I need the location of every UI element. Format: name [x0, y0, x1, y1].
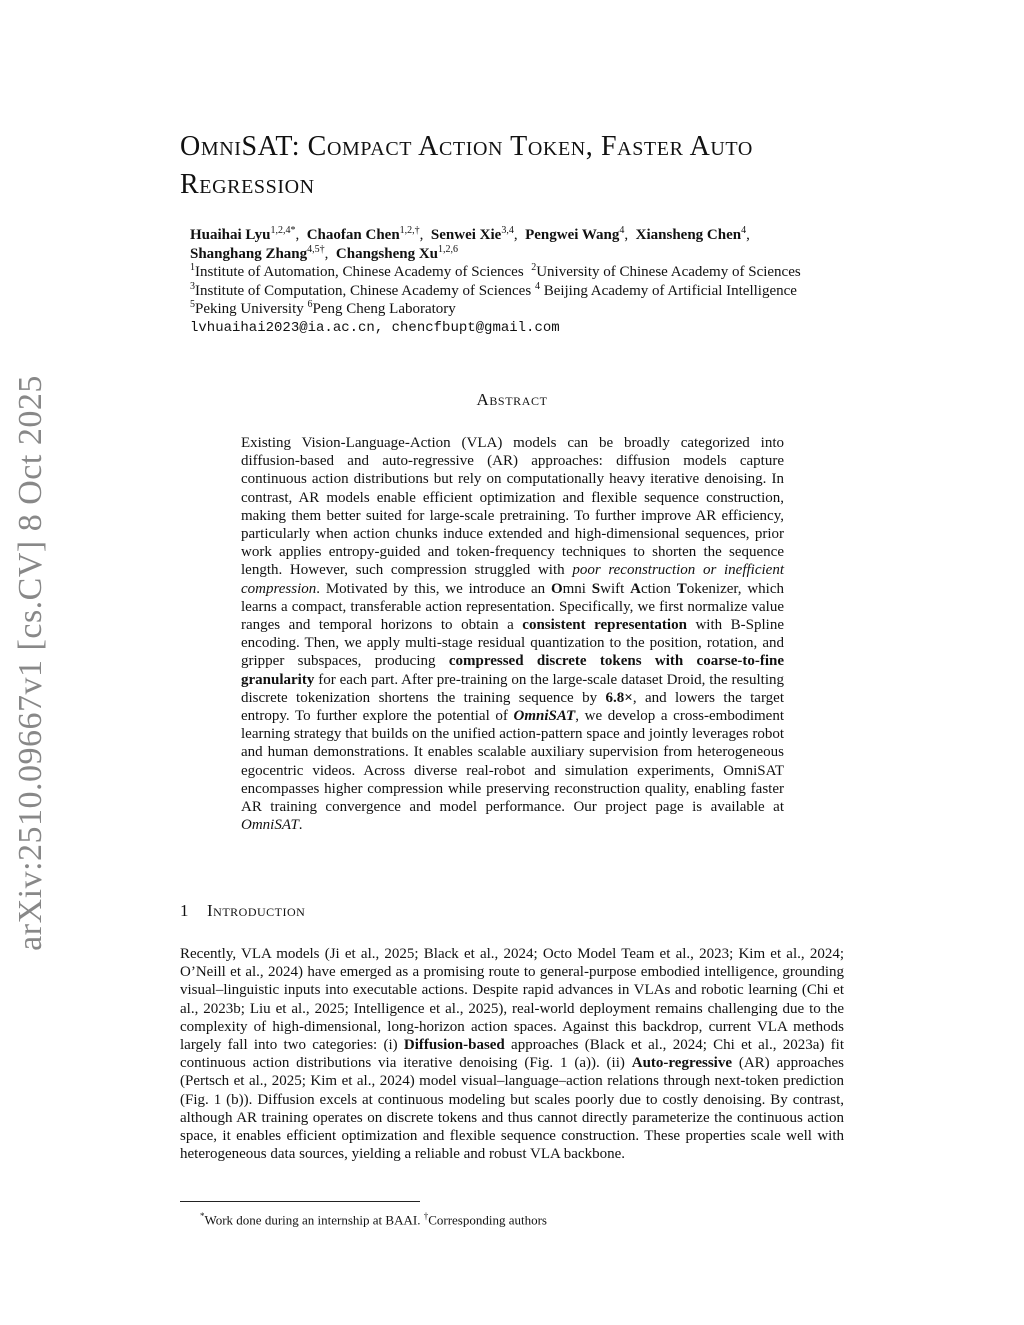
- footnote-symbol: †: [423, 1211, 429, 1221]
- section-title: Introduction: [207, 901, 306, 920]
- author-name: Huaihai Lyu: [190, 227, 271, 243]
- author-name: Xiansheng Chen: [635, 227, 742, 243]
- author-sup: 4: [619, 225, 625, 236]
- abstract-text: , we develop a cross-embodiment learning strategy that builds on the unified action-pattern space and jointly leverages robot and human demonstrations. It enables scalable auxiliary supervision from heterogeneous egocentric videos. Across diverse real-robot and simulation experiments, OmniSAT encompasses higher compression while preserving reconstruction quality, enabling faster AR training convergence and model performance. Our project page is available at: [241, 708, 784, 816]
- acronym-letter: O: [550, 580, 563, 597]
- section-heading-introduction: [180, 901, 305, 921]
- abstract-body: [241, 434, 784, 834]
- acronym-rest: mni: [562, 580, 592, 597]
- section-number: 1: [180, 901, 189, 920]
- author-name: Shanghang Zhang: [190, 245, 308, 262]
- footnote-divider: [180, 1201, 420, 1202]
- abstract-bold: 6.8×: [605, 689, 633, 706]
- author-sup: 4: [741, 225, 747, 236]
- abstract-bold: consistent representation: [522, 617, 687, 634]
- author-sup: 1,2,†: [399, 225, 420, 236]
- affiliation-sup: 4: [534, 280, 540, 292]
- affiliation: University of Chinese Academy of Sciences: [536, 264, 801, 280]
- affiliation-sup: 3: [190, 280, 195, 292]
- affiliation: Peking University: [195, 301, 304, 317]
- affiliation-row-3: [190, 300, 890, 319]
- acronym-letter: T: [676, 580, 687, 597]
- abstract-text: .: [298, 817, 303, 834]
- project-page-link[interactable]: OmniSAT: [241, 817, 299, 834]
- author-sup: 4,5†: [307, 243, 325, 255]
- affiliation-row-2: [190, 282, 890, 301]
- intro-text: approaches (Black et al., 2024; Chi et al., 2023a) fit continuous action distributions via iterative denoising (Fig. 1 (a)). (ii): [180, 1037, 844, 1072]
- author-name: Pengwei Wang: [525, 227, 620, 243]
- acronym-rest: ction: [640, 580, 677, 597]
- abstract-text: , which learns a compact, transferable action representation. Specifically, we first normalize value ranges and temporal horizons to obtain a: [241, 580, 784, 634]
- intro-text: (AR) approaches (Pertsch et al., 2025; Kim et al., 2024) model visual–language–action relations through next-token prediction (Fig. 1 (b)). Diffusion excels at continuous modeling but scales poorly due to costly denoising. By contrast, although AR training operates on discrete tokens and thus cannot directly parameterize the continuous action space, it enables efficient optimization and flexible sequence construction. These properties scale well with heterogeneous data sources, yielding a reliable and robust VLA backbone.: [180, 1055, 844, 1163]
- affiliation-row-1: [190, 263, 890, 282]
- abstract-emphasis: poor reconstruction or inefficient compression: [241, 562, 784, 597]
- author-sup: 3,4: [501, 225, 514, 236]
- affiliation-sup: 6: [307, 299, 313, 310]
- author-name: Chaofan Chen: [306, 227, 400, 243]
- affiliation: Peng Cheng Laboratory: [312, 301, 456, 317]
- abstract-bold-italic: OmniSAT: [513, 708, 576, 725]
- author-block: [190, 226, 890, 337]
- author-name: Senwei Xie: [430, 227, 502, 243]
- introduction-body: [180, 945, 844, 1163]
- abstract-heading: Abstract: [476, 390, 548, 409]
- affiliation-sup: 2: [531, 262, 537, 273]
- author-sup: 1,2,6: [438, 243, 459, 255]
- intro-bold: Diffusion-based: [403, 1037, 505, 1054]
- affiliation-sup: 5: [190, 299, 195, 310]
- author-row-1: Huaihai Lyu$^{1,2,4*}$, Chaofan Chen$^{1,2,\dagger}$, Senwei Xie$^{3,4}$, Pengwei Wang$^4$, Xiansheng Chen$^4$,: [190, 225, 750, 243]
- author-sup: 1,2,4*: [270, 225, 296, 236]
- footnote-text: Work done during an internship at BAAI.: [204, 1212, 424, 1228]
- footnote: [200, 1208, 547, 1228]
- footnote-symbol: *: [200, 1211, 205, 1221]
- abstract-text: Existing Vision-Language-Action (VLA) models can be broadly categorized into diffusion-based and auto-regressive (AR) approaches: diffusion models capture continuous action distributions but rely on computationally heavy iterative denoising. In contrast, AR models enable efficient optimization and flexible sequence construction, making them better suited for large-scale pretraining. To further improve AR efficiency, particularly when action chunks induce extended and high-dimensional sequences, prior work applies entropy-guided and token-frequency techniques to shorten the sequence length. However, such compression struggled with: [241, 435, 784, 579]
- paper-title: OmniSAT: Compact Action Token, Faster Auto Regression: [180, 131, 753, 200]
- abstract-text: for each part. After pre-training on the large-scale dataset Droid, the resulting discrete tokenization shortens the training sequence by: [241, 671, 784, 706]
- abstract-text: , and lowers the target entropy. To further explore the potential of: [241, 689, 784, 725]
- abstract-text: with B-Spline encoding. Then, we apply multi-stage residual quantization to the position, rotation, and gripper subspaces, producing: [241, 617, 784, 670]
- acronym-rest: wift: [600, 580, 631, 597]
- acronym-letter: A: [630, 580, 641, 597]
- intro-bold: Auto-regressive: [631, 1055, 732, 1072]
- intro-text: Recently, VLA models (Ji et al., 2025; Black et al., 2024; Octo Model Team et al., 2023; Kim et al., 2024; O’Neill et al., 2024) have emerged as a promising route to general-purpose embodied intelligence, grounding visual–linguistic inputs into executable actions. Despite rapid advances in VLAs and robotic learning (Chi et al., 2023b; Liu et al., 2025; Intelligence et al., 2025), real-world deployment remains challenging due to the complexity of high-dimensional, long-horizon action spaces. Against this backdrop, current VLA methods largely fall into two categories: (i): [180, 946, 844, 1054]
- footnote-text: Corresponding authors: [428, 1212, 547, 1228]
- arxiv-id-text: arXiv:2510.09667v1 [cs.CV] 8 Oct 2025: [12, 374, 49, 951]
- affiliation-sup: 1: [190, 262, 195, 273]
- author-row-2: Shanghang Zhang$^{4,5\dagger}$, Changsheng Xu$^{1,2,6}$: [190, 243, 459, 262]
- abstract-text: . Motivated by this, we introduce an: [316, 580, 551, 597]
- author-name: Changsheng Xu: [335, 245, 439, 262]
- affiliation: Institute of Computation, Chinese Academy of Sciences: [195, 282, 532, 299]
- affiliation: Beijing Academy of Artificial Intelligence: [543, 282, 797, 299]
- affiliation: Institute of Automation, Chinese Academy of Sciences: [195, 264, 524, 280]
- acronym-rest: okenizer: [686, 580, 738, 597]
- arxiv-side-identifier: [2, 374, 60, 951]
- author-emails: lvhuaihai2023@ia.ac.cn, chencfbupt@gmail.com: [190, 319, 560, 336]
- abstract-bold: compressed discrete tokens with coarse-to-fine granularity: [241, 653, 785, 688]
- acronym-letter: S: [591, 580, 601, 597]
